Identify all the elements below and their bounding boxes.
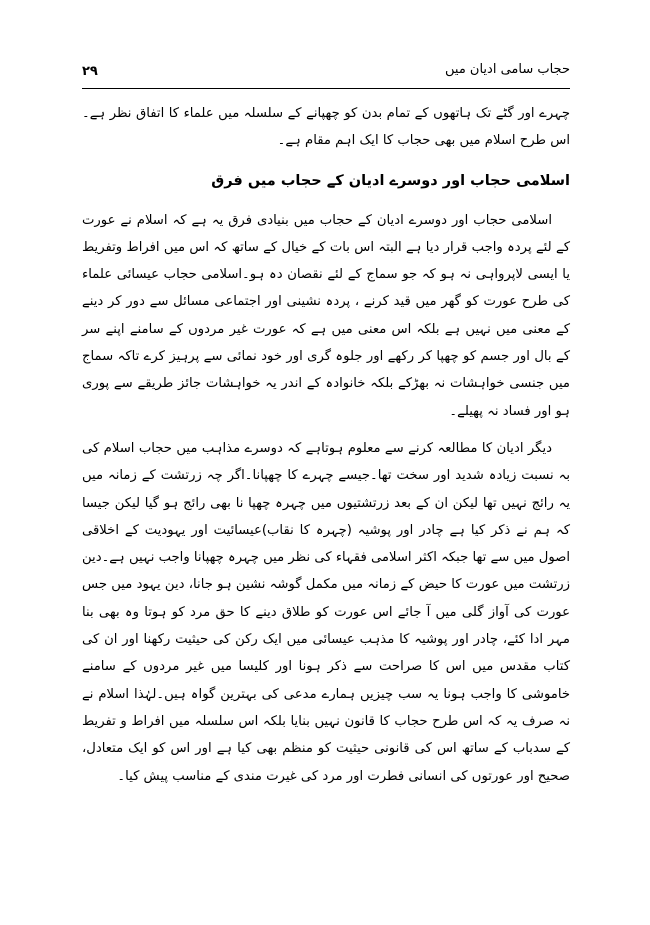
running-title: حجاب سامی ادیان میں bbox=[445, 62, 570, 77]
section-heading: اسلامی حجاب اور دوسرے ادیان کے حجاب میں فرق bbox=[211, 172, 570, 189]
page-number: ۲۹ bbox=[82, 64, 98, 79]
paragraph-2: دیگر ادیان کا مطالعہ کرنے سے معلوم ہوتاہے کہ دوسرے مذاہب میں حجاب اسلام کی بہ نسبت زیادہ شدید اور سخت تھا۔جیسے چہرے کا چھپانا۔اگر چہ زرتشت کے زمانہ میں یہ رائج نہیں تھا لیکن ان کے بعد زرتشتیوں میں چہرہ چھپا نا بھی رائج ہو گیا لیکن جیسا کہ ہم نے ذکر کیا ہے چادر اور پوشیہ (چہرہ کا نقاب)عیسائیت اور یہودیت کے اخلاقی اصول میں سے تھا جبکہ اکثر اسلامی فقہاء کی نظر میں چہرہ چھپانا واجب نہیں ہے۔دین زرتشت میں عورت کا حیض کے زمانہ میں مکمل گوشہ نشین ہو جانا، دین یہود میں جس عورت کی آواز گلی میں آ جائے اس عورت کو طلاق دینے کا حق مرد کو ہوتا وہ بھی بنا مہر ادا کئے، چادر اور پوشیہ کا مذہب عیسائی میں ایک رکن کی حیثیت رکھنا اور ان کی کتاب مقدس میں اس کا صراحت سے ذکر ہونا اور کلیسا میں غیر مردوں کے سامنے خاموشی کا واجب ہونا یہ سب چیزیں ہمارے مدعی کی بہترین گواہ ہیں۔لہٰذا اسلام نے نہ صرف یہ کہ اس طرح حجاب کا قانون نہیں بنایا بلکہ اس سلسلہ میں افراط و تفریط کے سدباب کے ساتھ اس کی قانونی حیثیت کو منظم بھی کیا ہے اور اس کو ایک متعادل، صحیح اور عورتوں کی انسانی فطرت اور مرد کی غیرت مندی کے مناسب پیش کیا۔ bbox=[82, 440, 570, 784]
paragraph-1: اسلامی حجاب اور دوسرے ادیان کے حجاب میں بنیادی فرق یہ ہے کہ اسلام نے عورت کے لئے پردہ واجب قرار دیا ہے البتہ اس بات کے خیال کے ساتھ کہ اس میں افراط وتفریط یا ایسی لاپرواہی نہ ہو کہ جو سماج کے لئے نقصان دہ ہو۔اسلامی حجاب عیسائی علماء کی طرح عورت کو گھر میں قید کرنے ، پردہ نشینی اور اجتماعی مسائل سے دور کر دینے کے معنی میں نہیں ہے بلکہ اس معنی میں ہے کہ عورت غیر مردوں کے سامنے اپنے سر کے بال اور جسم کو چھپا کر رکھے اور جلوہ گری اور خود نمائی سے پرہیز کرے تاکہ سماج میں جنسی خواہشات نہ بھڑکے بلکہ خانوادہ کے اندر یہ خواہشات جائز طریقے سے پوری ہو اور فساد نہ پھیلے۔ bbox=[82, 212, 570, 419]
intro-paragraph: چہرے اور گٹے تک ہاتھوں کے تمام بدن کو چھپانے کے سلسلہ میں علماء کا اتفاق نظر ہے۔اس طرح اسلام میں بھی حجاب کا ایک اہم مقام ہے۔ bbox=[82, 106, 570, 149]
page-header bbox=[82, 62, 570, 89]
page-body bbox=[82, 100, 570, 800]
